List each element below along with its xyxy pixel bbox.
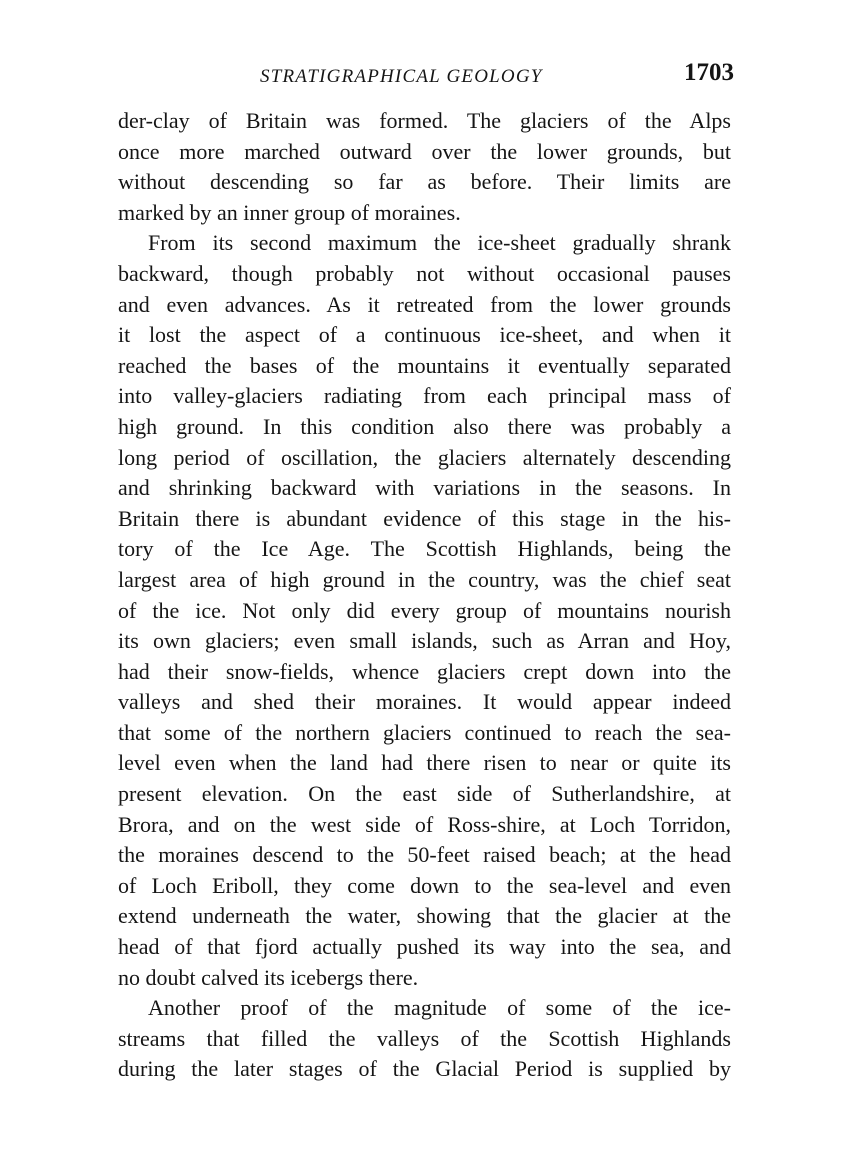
text-line: of Loch Eriboll, they come down to the sea-level and even bbox=[118, 872, 731, 898]
text-line: that some of the northern glaciers continued to reach the sea- bbox=[118, 719, 731, 745]
text-line: during the later stages of the Glacial Period is supplied by bbox=[118, 1056, 731, 1082]
text-line: reached the bases of the mountains it eventually separated bbox=[118, 352, 731, 378]
text-line: the moraines descend to the 50-feet raised beach; at the head bbox=[118, 842, 731, 868]
text-line: high ground. In this condition also there was probably a bbox=[118, 413, 731, 439]
body-text bbox=[118, 106, 731, 1085]
page-number: 1703 bbox=[684, 59, 734, 86]
text-line: long period of oscillation, the glaciers alternately descending bbox=[118, 444, 731, 470]
text-line: backward, though probably not without occasional pauses bbox=[118, 260, 731, 286]
text-line: Britain there is abundant evidence of this stage in the his- bbox=[118, 505, 731, 531]
text-line: level even when the land had there risen to near or quite its bbox=[118, 750, 731, 776]
running-head: STRATIGRAPHICAL GEOLOGY bbox=[260, 66, 543, 87]
text-line: valleys and shed their moraines. It would appear indeed bbox=[118, 689, 731, 715]
text-line: marked by an inner group of moraines. bbox=[118, 199, 461, 225]
text-line: head of that fjord actually pushed its way into the sea, and bbox=[118, 934, 731, 960]
text-line: it lost the aspect of a continuous ice-sheet, and when it bbox=[118, 322, 731, 348]
text-line: into valley-glaciers radiating from each principal mass of bbox=[118, 383, 731, 409]
page-header bbox=[118, 56, 734, 96]
paragraph-3 bbox=[118, 993, 731, 1085]
text-line: its own glaciers; even small islands, such as Arran and Hoy, bbox=[118, 628, 731, 654]
text-line: once more marched outward over the lower grounds, but bbox=[118, 138, 731, 164]
text-line: largest area of high ground in the country, was the chief seat bbox=[118, 566, 731, 592]
text-line: Another proof of the magnitude of some of the ice- bbox=[148, 995, 731, 1021]
text-line: of the ice. Not only did every group of mountains nourish bbox=[118, 597, 731, 623]
text-line: no doubt calved its icebergs there. bbox=[118, 964, 419, 990]
text-line: From its second maximum the ice-sheet gradually shrank bbox=[148, 230, 731, 256]
paragraph-2 bbox=[118, 228, 731, 993]
text-line: and shrinking backward with variations in the seasons. In bbox=[118, 475, 731, 501]
text-line: and even advances. As it retreated from the lower grounds bbox=[118, 291, 731, 317]
text-line: der-clay of Britain was formed. The glaciers of the Alps bbox=[118, 108, 731, 133]
text-line: present elevation. On the east side of Sutherlandshire, at bbox=[118, 781, 731, 807]
text-line: extend underneath the water, showing that the glacier at the bbox=[118, 903, 731, 929]
text-line: had their snow-fields, whence glaciers crept down into the bbox=[118, 658, 731, 684]
text-line: tory of the Ice Age. The Scottish Highlands, being the bbox=[118, 536, 731, 562]
paragraph-1 bbox=[118, 106, 731, 228]
text-line: Brora, and on the west side of Ross-shire, at Loch Torridon, bbox=[118, 811, 731, 837]
text-line: without descending so far as before. Their limits are bbox=[118, 169, 731, 195]
text-line: streams that filled the valleys of the Scottish Highlands bbox=[118, 1025, 731, 1051]
